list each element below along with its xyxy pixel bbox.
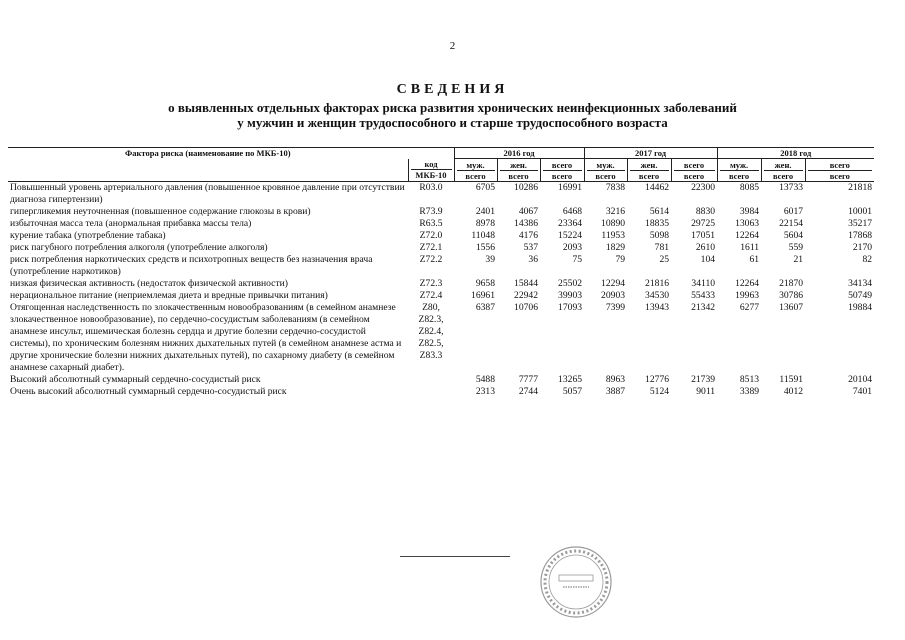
document-title: СВЕДЕНИЯ bbox=[396, 82, 509, 97]
value-cell-2017-female: 12776 bbox=[645, 374, 670, 385]
subheader-total-label: всего bbox=[508, 171, 529, 181]
value-cell-2017-female: 5124 bbox=[649, 386, 670, 397]
value-cell-2017-male: 12294 bbox=[601, 278, 626, 289]
value-cell-2018-male: 8513 bbox=[739, 374, 760, 385]
value-cell-2018-female: 559 bbox=[788, 242, 804, 253]
value-cell-2018-male: 19963 bbox=[735, 290, 760, 301]
year-header-2016: 2016 год bbox=[454, 148, 584, 159]
subheader-2018-total bbox=[805, 159, 874, 182]
value-cell-2016-total: 75 bbox=[572, 254, 583, 265]
value-cell-2016-female: 4176 bbox=[518, 230, 538, 241]
subheader-label: всего bbox=[808, 160, 873, 171]
table-row bbox=[8, 230, 874, 242]
subheader-label: всего bbox=[543, 160, 582, 171]
official-stamp bbox=[539, 545, 613, 619]
value-cell-2017-total: 22300 bbox=[691, 182, 716, 193]
risk-factor-name: Очень высокий абсолютный суммарный сердечно-сосудистый риск bbox=[10, 386, 287, 397]
value-cell-2017-total: 21739 bbox=[691, 374, 716, 385]
value-cell-2016-male: 5488 bbox=[475, 374, 495, 385]
value-cell-2017-total: 21342 bbox=[691, 302, 716, 313]
subheader-2017-total bbox=[671, 159, 717, 182]
icd10-code: Z72.4 bbox=[419, 290, 443, 301]
subheader-label: жен. bbox=[630, 160, 669, 171]
icd10-code: Z72.3 bbox=[419, 278, 443, 289]
value-cell-2018-total: 2170 bbox=[852, 242, 873, 253]
value-cell-2017-total: 55433 bbox=[691, 290, 716, 301]
value-cell-2017-total: 34110 bbox=[691, 278, 716, 289]
value-cell-2017-total: 8830 bbox=[695, 206, 716, 217]
value-cell-2017-female: 5614 bbox=[649, 206, 670, 217]
table-row bbox=[8, 206, 874, 218]
risk-factor-name: курение табака (употребление табака) bbox=[10, 230, 166, 241]
value-cell-2018-female: 30786 bbox=[779, 290, 804, 301]
table-row bbox=[8, 290, 874, 302]
value-cell-2018-male: 61 bbox=[749, 254, 760, 265]
value-cell-2016-female: 10286 bbox=[514, 182, 538, 193]
value-cell-2018-male: 3984 bbox=[739, 206, 760, 217]
value-cell-2016-male: 16961 bbox=[471, 290, 495, 301]
table-row bbox=[8, 386, 874, 398]
factor-column-header: Фактора риска (наименование по МКБ-10) bbox=[8, 148, 408, 182]
value-cell-2017-total: 9011 bbox=[696, 386, 716, 397]
risk-factor-name: Высокий абсолютный суммарный сердечно-сосудистый риск bbox=[10, 374, 261, 385]
value-cell-2017-male: 7838 bbox=[605, 182, 626, 193]
value-cell-2016-female: 7777 bbox=[518, 374, 538, 385]
icd10-code: Z72.2 bbox=[419, 254, 443, 265]
value-cell-2018-female: 6017 bbox=[783, 206, 804, 217]
year-header-2018: 2018 год bbox=[717, 148, 874, 159]
value-cell-2018-male: 13063 bbox=[735, 218, 760, 229]
value-cell-2016-total: 15224 bbox=[558, 230, 583, 241]
table-row bbox=[8, 278, 874, 290]
stamp-lettering-band bbox=[545, 551, 607, 613]
subheader-label: муж. bbox=[587, 160, 625, 171]
value-cell-2016-female: 36 bbox=[528, 254, 538, 265]
icd10-code: Z72.0 bbox=[419, 230, 443, 241]
icd10-code: Z72.1 bbox=[419, 242, 443, 253]
header-row-years bbox=[8, 148, 874, 159]
value-cell-2016-male: 2313 bbox=[475, 386, 495, 397]
value-cell-2018-total: 20104 bbox=[848, 374, 873, 385]
risk-factor-name: нерациональное питание (неприемлемая диета и вредные привычки питания) bbox=[10, 290, 328, 301]
value-cell-2018-total: 19884 bbox=[848, 302, 873, 313]
value-cell-2018-male: 12264 bbox=[735, 278, 760, 289]
risk-factor-name: Повышенный уровень артериального давления (повышенное кровяное давление при отсутствии диагноза гипертензии) bbox=[10, 182, 405, 205]
risk-factor-name: риск потребления наркотических средств и психотропных веществ без назначения врача (употребление наркотиков) bbox=[10, 254, 373, 277]
value-cell-2016-total: 5057 bbox=[562, 386, 583, 397]
risk-factor-name: Отягощенная наследственность по злокачественным новообразованиям (в семейном анамнезе злокачественное новообразование), по сердечно-сосудистым заболеваниям (в семейном анамнезе инсульт, ишемическая болезнь сердца и другие болезни сердечно-сосудистой системы), по хроническим болезням нижних дыхательных путей (в семейном анамнезе астма и другие хронические болезни нижних дыхательных путей), по сахарному диабету (в семейном анамнезе сахарный диабет). bbox=[10, 302, 402, 373]
icd10-code: R73.9 bbox=[419, 206, 443, 217]
risk-factor-name: низкая физическая активность (недостаток физической активности) bbox=[10, 278, 288, 289]
value-cell-2016-male: 8978 bbox=[475, 218, 495, 229]
subheader-total-label: всего bbox=[551, 171, 573, 181]
value-cell-2016-total: 13265 bbox=[558, 374, 583, 385]
risk-factor-table-container bbox=[8, 147, 874, 398]
value-cell-2018-total: 35217 bbox=[848, 218, 873, 229]
subheader-label: жен. bbox=[764, 160, 803, 171]
value-cell-2017-female: 18835 bbox=[645, 218, 670, 229]
value-cell-2016-total: 17093 bbox=[558, 302, 583, 313]
table-row bbox=[8, 254, 874, 278]
subtitle-line-2: у мужчин и женщин трудоспособного и старше трудоспособного возраста bbox=[237, 115, 668, 130]
icd10-code: Z80, Z82.3, Z82.4, Z82.5, Z83.3 bbox=[418, 302, 444, 361]
subheader-total-label: всего bbox=[638, 171, 660, 181]
value-cell-2017-male: 3887 bbox=[605, 386, 626, 397]
value-cell-2018-male: 1611 bbox=[740, 242, 760, 253]
value-cell-2016-total: 6468 bbox=[562, 206, 583, 217]
icd10-code: R03.0 bbox=[419, 182, 443, 193]
subheader-2018-female bbox=[761, 159, 805, 182]
value-cell-2018-male: 8085 bbox=[739, 182, 760, 193]
value-cell-2018-male: 3389 bbox=[739, 386, 760, 397]
value-cell-2017-female: 5098 bbox=[649, 230, 670, 241]
subheader-2018-male bbox=[717, 159, 761, 182]
risk-factor-name: риск пагубного потребления алкоголя (употребление алкоголя) bbox=[10, 242, 268, 253]
subheader-2017-female bbox=[627, 159, 671, 182]
subheader-2017-male bbox=[584, 159, 627, 182]
subheader-label: всего bbox=[674, 160, 715, 171]
value-cell-2018-total: 21818 bbox=[848, 182, 873, 193]
value-cell-2018-total: 34134 bbox=[848, 278, 873, 289]
code-column-spacer bbox=[408, 148, 454, 159]
value-cell-2017-male: 10890 bbox=[601, 218, 626, 229]
signature-line bbox=[400, 556, 510, 557]
value-cell-2017-male: 7399 bbox=[605, 302, 626, 313]
value-cell-2017-total: 17051 bbox=[691, 230, 716, 241]
subheader-total-label: всего bbox=[683, 171, 705, 181]
subheader-2016-male bbox=[454, 159, 497, 182]
table-body bbox=[8, 182, 874, 399]
value-cell-2016-male: 9658 bbox=[475, 278, 495, 289]
value-cell-2017-female: 34530 bbox=[645, 290, 670, 301]
value-cell-2018-female: 11591 bbox=[779, 374, 804, 385]
value-cell-2016-female: 4067 bbox=[518, 206, 538, 217]
risk-factor-name: избыточная масса тела (анормальная прибавка массы тела) bbox=[10, 218, 252, 229]
value-cell-2016-total: 16991 bbox=[558, 182, 583, 193]
value-cell-2016-male: 39 bbox=[485, 254, 495, 265]
icd10-code bbox=[408, 374, 454, 386]
value-cell-2016-total: 25502 bbox=[558, 278, 583, 289]
page-number: 2 bbox=[449, 40, 456, 52]
value-cell-2018-female: 13607 bbox=[779, 302, 804, 313]
subheader-label: жен. bbox=[500, 160, 538, 171]
table-row bbox=[8, 218, 874, 230]
subheader-label: муж. bbox=[720, 160, 759, 171]
icd10-code: R63.5 bbox=[419, 218, 443, 229]
value-cell-2016-total: 23364 bbox=[558, 218, 583, 229]
value-cell-2018-total: 7401 bbox=[852, 386, 873, 397]
code-header-sublabel: МКБ-10 bbox=[415, 169, 447, 180]
value-cell-2017-male: 79 bbox=[615, 254, 626, 265]
table-row bbox=[8, 374, 874, 386]
value-cell-2017-total: 2610 bbox=[695, 242, 716, 253]
table-row bbox=[8, 302, 874, 374]
value-cell-2016-male: 1556 bbox=[475, 242, 495, 253]
value-cell-2018-total: 10001 bbox=[848, 206, 873, 217]
value-cell-2018-female: 13733 bbox=[779, 182, 804, 193]
value-cell-2017-male: 3216 bbox=[605, 206, 626, 217]
subheader-total-label: всего bbox=[829, 171, 850, 181]
value-cell-2016-male: 2401 bbox=[475, 206, 495, 217]
risk-factor-table bbox=[8, 147, 874, 398]
value-cell-2016-female: 14386 bbox=[514, 218, 538, 229]
value-cell-2016-male: 6387 bbox=[475, 302, 495, 313]
subheader-total-label: всего bbox=[728, 171, 750, 181]
risk-factor-name: гипергликемия неуточненная (повышенное содержание глюкозы в крови) bbox=[10, 206, 311, 217]
icd10-code bbox=[408, 386, 454, 398]
value-cell-2018-total: 50749 bbox=[848, 290, 873, 301]
value-cell-2017-total: 29725 bbox=[691, 218, 716, 229]
value-cell-2017-female: 781 bbox=[654, 242, 670, 253]
value-cell-2018-total: 17868 bbox=[848, 230, 873, 241]
value-cell-2017-male: 11953 bbox=[601, 230, 626, 241]
table-row bbox=[8, 242, 874, 254]
value-cell-2016-female: 537 bbox=[523, 242, 538, 253]
code-column-header bbox=[408, 159, 454, 182]
value-cell-2016-male: 11048 bbox=[471, 230, 495, 241]
value-cell-2018-female: 4012 bbox=[783, 386, 804, 397]
document-subtitle bbox=[0, 100, 905, 130]
subheader-total-label: всего bbox=[772, 171, 794, 181]
subheader-label: муж. bbox=[457, 160, 495, 171]
value-cell-2017-female: 25 bbox=[659, 254, 670, 265]
value-cell-2018-female: 21 bbox=[793, 254, 804, 265]
value-cell-2018-male: 6277 bbox=[739, 302, 760, 313]
value-cell-2016-female: 10706 bbox=[514, 302, 538, 313]
stamp-center-box bbox=[559, 575, 593, 581]
subheader-total-label: всего bbox=[595, 171, 616, 181]
value-cell-2018-female: 21870 bbox=[779, 278, 804, 289]
subheader-2016-total bbox=[540, 159, 584, 182]
value-cell-2017-female: 13943 bbox=[645, 302, 670, 313]
value-cell-2017-total: 104 bbox=[700, 254, 716, 265]
subtitle-line-1: о выявленных отдельных факторах риска развития хронических неинфекционных заболеваний bbox=[168, 100, 737, 115]
value-cell-2017-male: 8963 bbox=[605, 374, 626, 385]
stamp-outer-ring bbox=[541, 547, 611, 617]
year-header-2017: 2017 год bbox=[584, 148, 717, 159]
value-cell-2018-total: 82 bbox=[862, 254, 873, 265]
value-cell-2017-male: 1829 bbox=[605, 242, 626, 253]
table-row bbox=[8, 182, 874, 207]
stamp-inner-ring bbox=[549, 555, 603, 609]
subheader-total-label: всего bbox=[465, 171, 486, 181]
subheader-2016-female bbox=[497, 159, 540, 182]
value-cell-2017-female: 14462 bbox=[645, 182, 670, 193]
value-cell-2016-female: 15844 bbox=[514, 278, 538, 289]
value-cell-2016-female: 22942 bbox=[514, 290, 538, 301]
value-cell-2017-male: 20903 bbox=[601, 290, 626, 301]
value-cell-2018-female: 5604 bbox=[783, 230, 804, 241]
value-cell-2016-total: 39903 bbox=[558, 290, 583, 301]
value-cell-2017-female: 21816 bbox=[645, 278, 670, 289]
value-cell-2018-male: 12264 bbox=[735, 230, 760, 241]
value-cell-2018-female: 22154 bbox=[779, 218, 804, 229]
value-cell-2016-male: 6705 bbox=[475, 182, 495, 193]
value-cell-2016-female: 2744 bbox=[518, 386, 538, 397]
code-header-label: код bbox=[411, 159, 452, 170]
value-cell-2016-total: 2093 bbox=[562, 242, 583, 253]
